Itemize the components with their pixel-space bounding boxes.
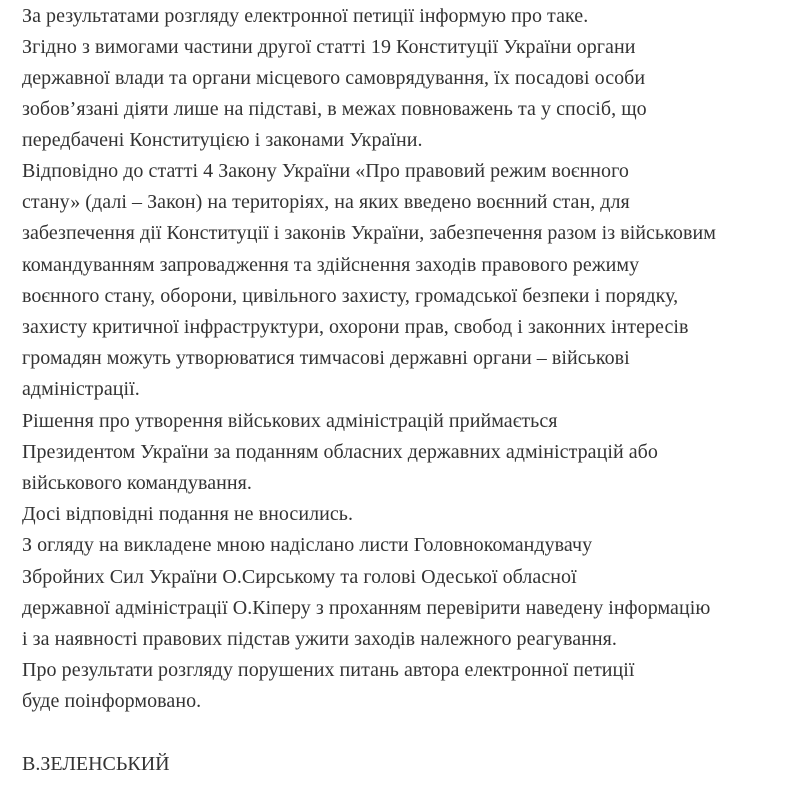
text-line: адміністрації. [22, 378, 140, 400]
text-line: Про результати розгляду порушених питань автора електронної петиції [22, 659, 635, 681]
text-line: зобов’язані діяти лише на підставі, в межах повноважень та у спосіб, що [22, 98, 647, 120]
text-line: командуванням запровадження та здійснення заходів правового режиму [22, 254, 640, 276]
text-line: передбачені Конституцією і законами України. [22, 129, 423, 151]
text-line: Згідно з вимогами частини другої статті 19 Конституції України органи [22, 36, 636, 58]
text-line: державної влади та органи місцевого самоврядування, їх посадові особи [22, 67, 646, 89]
text-line: захисту критичної інфраструктури, охорони прав, свобод і законних інтересів [22, 316, 689, 338]
text-line: Рішення про утворення військових адміністрацій приймається [22, 410, 558, 432]
text-line: З огляду на викладене мною надіслано листи Головнокомандувачу [22, 534, 593, 556]
text-line: Президентом України за поданням обласних державних адміністрацій або [22, 441, 658, 463]
text-line: За результатами розгляду електронної петиції інформую про таке. [22, 5, 589, 27]
text-line: і за наявності правових підстав ужити заходів належного реагування. [22, 628, 617, 650]
text-line: воєнного стану, оборони, цивільного захисту, громадської безпеки і порядку, [22, 285, 679, 307]
text-line: буде поінформовано. [22, 690, 202, 712]
signature: В.ЗЕЛЕНСЬКИЙ [22, 753, 170, 775]
text-line: військового командування. [22, 472, 252, 494]
text-line: Відповідно до статті 4 Закону України «Про правовий режим воєнного [22, 160, 629, 182]
text-line: державної адміністрації О.Кіперу з проханням перевірити наведену інформацію [22, 597, 711, 619]
text-line: громадян можуть утворюватися тимчасові державні органи – військові [22, 347, 630, 369]
text-line: забезпечення дії Конституції і законів України, забезпечення разом із військовим [22, 222, 716, 244]
text-line: Збройних Сил України О.Сирському та голові Одеської обласної [22, 566, 577, 588]
text-line: Досі відповідні подання не вносились. [22, 503, 354, 525]
text-line: стану» (далі – Закон) на територіях, на яких введено воєнний стан, для [22, 191, 630, 213]
